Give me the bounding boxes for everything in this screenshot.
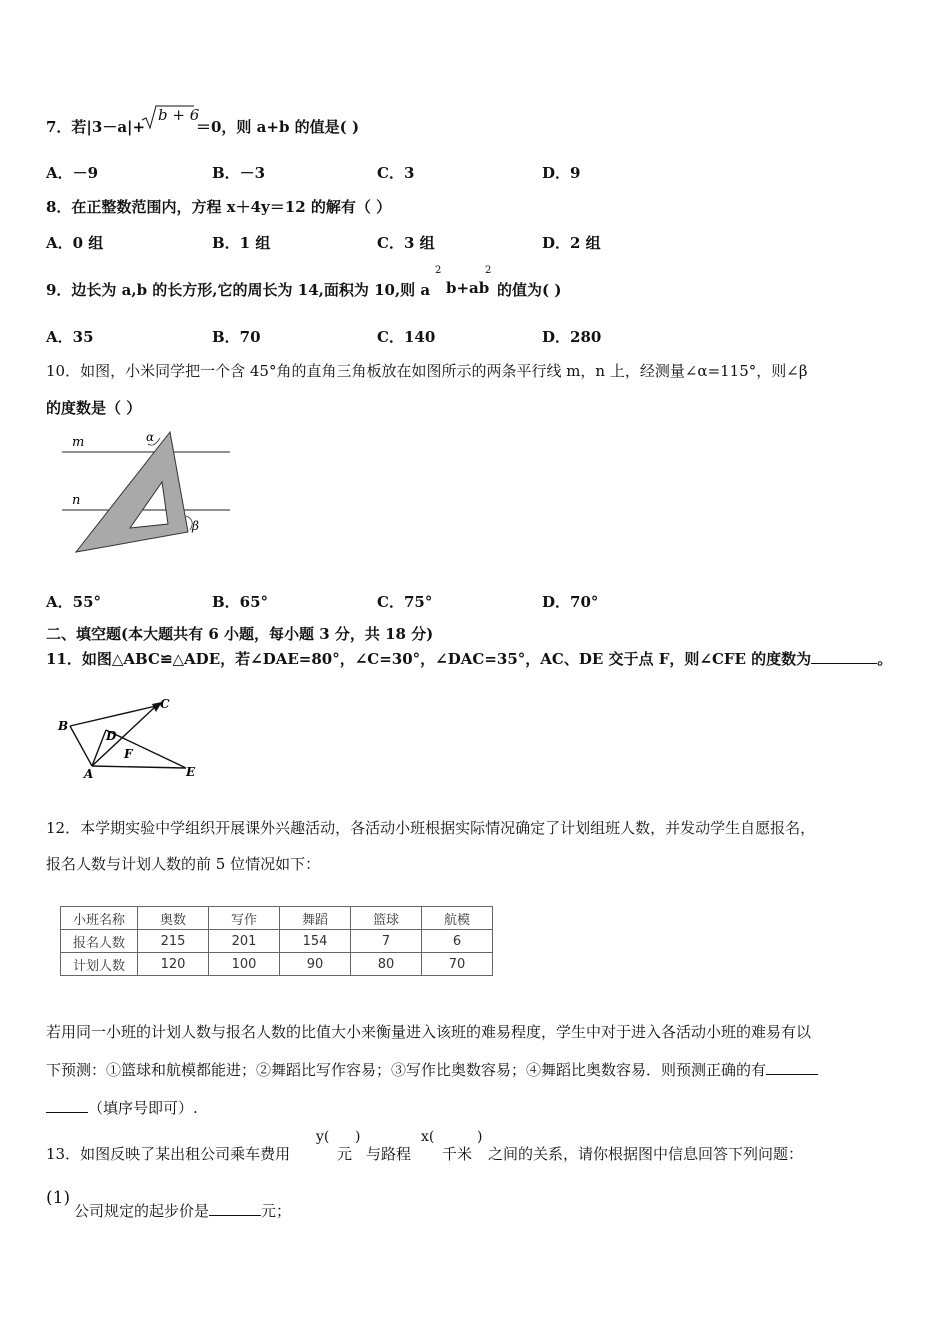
q12-answer-blank-cont[interactable]	[46, 1098, 88, 1113]
table-cell: 6	[422, 930, 493, 953]
q13-y-var: y(	[316, 1129, 330, 1145]
table-cell: 奥数	[138, 907, 209, 930]
q9-sup1: 2	[435, 265, 442, 276]
table-cell: 小班名称	[61, 907, 138, 930]
q12-follow-line3	[46, 1097, 198, 1118]
q13-sub1	[74, 1200, 291, 1221]
q12-stem-line1: 12．本学期实验中学组织开展课外兴趣活动，各活动小班根据实际情况确定了计划组班人数，并发动学生自愿报名，	[46, 819, 816, 837]
q10-figure	[58, 424, 238, 558]
table-header-row	[61, 907, 493, 930]
q10-stem-line1: 10．如图，小米同学把一个含 45°角的直角三角板放在如图所示的两条平行线 m，n 上，经测量∠α=115°，则∠β	[46, 362, 808, 380]
q10-option-c[interactable]: C．75°	[377, 593, 433, 611]
q7-prefix: 7．若|3－a|+	[46, 118, 146, 136]
label-B: B	[58, 719, 69, 733]
table-cell: 100	[209, 953, 280, 976]
table-cell: 154	[280, 930, 351, 953]
q12-table	[60, 906, 493, 976]
table-row	[61, 930, 493, 953]
q13-stem-c: 之间的关系，请你根据图中信息回答下列问题：	[488, 1145, 804, 1163]
table-cell: 90	[280, 953, 351, 976]
triangle-ruler	[76, 432, 188, 552]
table-cell: 篮球	[351, 907, 422, 930]
label-C: C	[160, 697, 170, 711]
q8-option-d[interactable]: D．2 组	[542, 234, 601, 252]
label-F: F	[124, 747, 133, 761]
table-cell: 航模	[422, 907, 493, 930]
q12-follow-line1: 若用同一小班的计划人数与报名人数的比值大小来衡量进入该班的难易程度，学生中对于进入各活动小班的难易有以	[46, 1023, 812, 1041]
table-cell: 舞蹈	[280, 907, 351, 930]
q11-stem-text: 11．如图△ABC≌△ADE，若∠DAE=80°，∠C=30°，∠DAC=35°，AC、DE 交于点 F，则∠CFE 的度数为	[46, 650, 812, 668]
table-cell: 70	[422, 953, 493, 976]
label-alpha: α	[146, 430, 155, 444]
q7-option-c[interactable]: C．3	[377, 164, 415, 182]
q7-option-b[interactable]: B．－3	[212, 164, 266, 182]
table-row	[61, 953, 493, 976]
q10-option-a[interactable]: A．55°	[46, 593, 102, 611]
q13-stem-b: 与路程	[366, 1145, 412, 1163]
q9-option-c[interactable]: C．140	[377, 328, 436, 346]
q9-stem-part2: b+ab	[446, 279, 490, 297]
q12-follow-line2	[46, 1059, 818, 1080]
label-D: D	[106, 729, 117, 743]
label-E: E	[186, 765, 196, 779]
q8-option-c[interactable]: C．3 组	[377, 234, 435, 252]
q9-option-a[interactable]: A．35	[46, 328, 94, 346]
q9-sup2: 2	[485, 265, 492, 276]
label-beta: β	[192, 519, 199, 533]
q7-radicand: b + 6	[158, 106, 200, 124]
q11-answer-blank[interactable]	[811, 649, 877, 664]
q9-stem-part3: 的值为( )	[497, 281, 562, 299]
q7-suffix: ＝0，则 a+b 的值是( )	[196, 118, 360, 136]
q10-option-b[interactable]: B．65°	[212, 593, 269, 611]
q11-stem	[46, 648, 892, 669]
table-cell: 写作	[209, 907, 280, 930]
q12-stem-line2: 报名人数与计划人数的前 5 位情况如下：	[46, 855, 321, 873]
q10-option-d[interactable]: D．70°	[542, 593, 599, 611]
q13-y-paren: )	[355, 1129, 361, 1145]
label-n: n	[72, 493, 81, 508]
q12-answer-blank[interactable]	[766, 1060, 818, 1075]
table-cell: 201	[209, 930, 280, 953]
q13-y-unit: 元	[337, 1145, 353, 1163]
label-A: A	[84, 767, 94, 780]
q13-sub1-text: 公司规定的起步价是	[74, 1202, 210, 1220]
q7-stem	[46, 116, 145, 137]
q12-follow-end: （填序号即可）.	[88, 1099, 198, 1117]
q8-stem: 8．在正整数范围内，方程 x＋4y＝12 的解有（ ）	[46, 198, 392, 216]
table-cell: 报名人数	[61, 930, 138, 953]
q7-option-d[interactable]: D．9	[542, 164, 581, 182]
q13-sub1-end: 元；	[261, 1202, 292, 1220]
table-cell: 215	[138, 930, 209, 953]
q9-option-b[interactable]: B．70	[212, 328, 261, 346]
q7-option-a[interactable]: A．－9	[46, 164, 99, 182]
q9-option-d[interactable]: D．280	[542, 328, 602, 346]
label-m: m	[72, 435, 85, 450]
q8-option-b[interactable]: B．1 组	[212, 234, 271, 252]
q13-x-var: x(	[421, 1129, 435, 1145]
q8-option-a[interactable]: A．0 组	[46, 234, 104, 252]
q11-end: 。	[877, 650, 893, 668]
q10-stem-line2: 的度数是（ ）	[46, 399, 142, 417]
q13-stem-a: 13．如图反映了某出租公司乘车费用	[46, 1145, 291, 1163]
q13-sub1-blank[interactable]	[209, 1201, 261, 1216]
q13-x-unit: 千米	[442, 1145, 473, 1163]
q12-follow-text: 下预测：①篮球和航模都能进；②舞蹈比写作容易；③写作比奥数容易；④舞蹈比奥数容易．则预测正确的有	[46, 1061, 767, 1079]
q11-figure	[56, 694, 206, 780]
table-cell: 80	[351, 953, 422, 976]
table-cell: 7	[351, 930, 422, 953]
table-cell: 计划人数	[61, 953, 138, 976]
table-cell: 120	[138, 953, 209, 976]
section2-heading: 二、填空题(本大题共有 6 小题，每小题 3 分，共 18 分)	[46, 625, 434, 643]
q13-x-paren: )	[477, 1129, 483, 1145]
q13-sub1-num: (1)	[46, 1188, 71, 1208]
q9-stem-part1: 9．边长为 a,b 的长方形,它的周长为 14,面积为 10,则 a	[46, 281, 431, 299]
